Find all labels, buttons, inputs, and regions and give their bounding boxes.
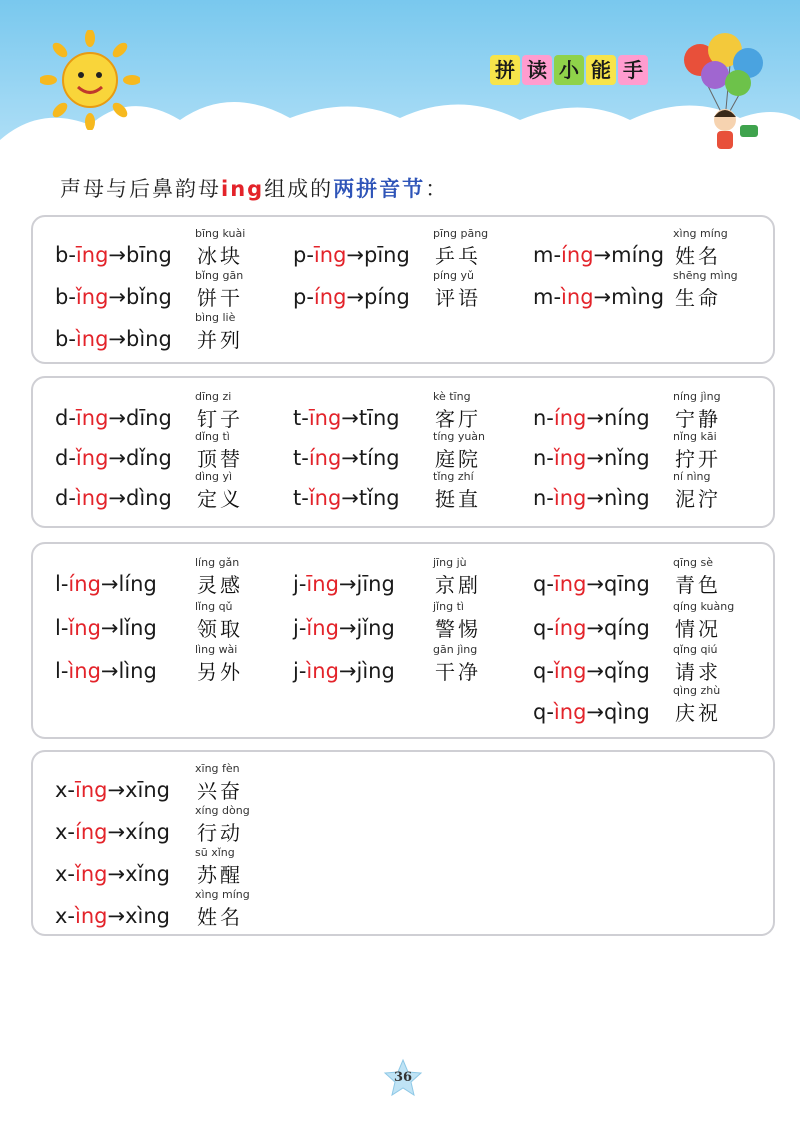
word-hanzi: 挺直 (435, 487, 481, 511)
word-hanzi: 并列 (197, 328, 243, 352)
syllable-item (55, 430, 285, 472)
spelling-formula (293, 616, 395, 640)
final-ing: ǐng (308, 486, 342, 510)
spelling-formula (55, 446, 172, 470)
word-pinyin: dǐng tì (195, 430, 230, 443)
spelling-formula (55, 862, 170, 886)
initial: p- (293, 243, 314, 267)
word-hanzi: 苏醒 (197, 863, 243, 887)
initial: q- (533, 700, 554, 724)
sun-icon (40, 30, 140, 130)
word-pinyin: bìng liè (195, 311, 236, 324)
final-ing: ǐng (75, 285, 109, 309)
word-pinyin: níng jìng (673, 390, 721, 403)
result-syllable: →bìng (108, 327, 172, 351)
word-hanzi: 兴奋 (197, 779, 243, 803)
word-pinyin: líng gǎn (195, 556, 240, 569)
subtitle-highlight: 两拼音节 (333, 177, 426, 201)
result-syllable: →nìng (586, 486, 650, 510)
final-ing: ìng (553, 700, 587, 724)
spelling-formula (293, 572, 395, 596)
word-pinyin: xìng míng (195, 888, 250, 901)
syllable-group-box (31, 215, 775, 364)
initial: j- (293, 659, 307, 683)
syllable-item (533, 684, 763, 726)
final-ing: íng (308, 446, 342, 470)
syllable-item (293, 643, 523, 685)
syllable-item (293, 556, 523, 598)
final-ing: ìng (553, 486, 587, 510)
spelling-formula (55, 659, 157, 683)
final-ing: ǐng (553, 659, 587, 683)
spelling-formula (55, 778, 170, 802)
syllable-group-box (31, 542, 775, 739)
word-hanzi: 干净 (435, 660, 481, 684)
final-ing: íng (68, 572, 101, 596)
word-hanzi: 姓名 (197, 905, 243, 929)
word-hanzi: 情况 (675, 617, 721, 641)
word-pinyin: lǐng qǔ (195, 600, 233, 613)
spelling-formula (293, 659, 395, 683)
syllable-item (55, 888, 285, 930)
word-hanzi: 行动 (197, 821, 243, 845)
spelling-formula (293, 285, 410, 309)
final-ing: īng (75, 778, 108, 802)
word-pinyin: ní nìng (673, 470, 711, 483)
result-syllable: →bīng (108, 243, 172, 267)
spelling-formula (293, 486, 400, 510)
syllable-item (55, 762, 285, 804)
word-pinyin: xíng dòng (195, 804, 250, 817)
spelling-formula (533, 285, 664, 309)
result-syllable: →lìng (100, 659, 157, 683)
word-hanzi: 生命 (675, 286, 721, 310)
initial: q- (533, 659, 554, 683)
final-ing: īng (553, 572, 587, 596)
syllable-item (55, 556, 285, 598)
word-hanzi: 另外 (197, 660, 243, 684)
syllable-group-box (31, 376, 775, 528)
initial: q- (533, 616, 554, 640)
result-syllable: →xíng (107, 820, 170, 844)
syllable-item (55, 804, 285, 846)
syllable-item (293, 430, 523, 472)
result-syllable: →mìng (593, 285, 665, 309)
result-syllable: →míng (593, 243, 665, 267)
initial: p- (293, 285, 314, 309)
title-char: 手 (618, 55, 648, 85)
word-hanzi: 灵感 (197, 573, 243, 597)
initial: x- (55, 778, 76, 802)
subtitle-text: 声母与后鼻韵母 (60, 177, 221, 201)
word-pinyin: tǐng zhí (433, 470, 474, 483)
word-hanzi: 客厅 (435, 407, 481, 431)
initial: q- (533, 572, 554, 596)
spelling-formula (55, 904, 170, 928)
final-ing: īng (75, 406, 109, 430)
syllable-item (55, 600, 285, 642)
word-pinyin: jǐng tì (433, 600, 464, 613)
syllable-item (533, 600, 763, 642)
final-ing: ìng (75, 486, 109, 510)
word-pinyin: qíng kuàng (673, 600, 735, 613)
final-ing: ìng (75, 904, 108, 928)
syllable-item (293, 269, 523, 311)
result-syllable: →níng (586, 406, 650, 430)
word-hanzi: 请求 (675, 660, 721, 684)
final-ing: ǐng (306, 616, 339, 640)
spelling-formula (533, 572, 650, 596)
spelling-formula (533, 486, 650, 510)
initial: l- (55, 659, 69, 683)
result-syllable: →jīng (338, 572, 395, 596)
final-ing: ǐng (553, 446, 587, 470)
final-ing: ǐng (68, 616, 101, 640)
subtitle-text: 组成的 (264, 177, 334, 201)
result-syllable: →tǐng (341, 486, 400, 510)
final-ing: īng (308, 406, 342, 430)
initial: b- (55, 327, 76, 351)
result-syllable: →qíng (586, 616, 650, 640)
syllable-item (55, 390, 285, 432)
initial: b- (55, 285, 76, 309)
section-subtitle (60, 173, 448, 203)
initial: m- (533, 285, 562, 309)
word-hanzi: 饼干 (197, 286, 243, 310)
word-hanzi: 姓名 (675, 244, 721, 268)
word-pinyin: qīng sè (673, 556, 713, 569)
initial: n- (533, 406, 554, 430)
initial: x- (55, 862, 76, 886)
word-hanzi: 顶替 (197, 447, 243, 471)
spelling-formula (55, 616, 157, 640)
word-hanzi: 领取 (197, 617, 243, 641)
initial: d- (55, 406, 76, 430)
result-syllable: →qīng (586, 572, 650, 596)
word-pinyin: qìng zhù (673, 684, 721, 697)
spelling-formula (55, 406, 172, 430)
result-syllable: →jìng (338, 659, 395, 683)
spelling-formula (55, 327, 172, 351)
subtitle-colon: ： (425, 177, 449, 201)
word-pinyin: bǐng gān (195, 269, 244, 282)
result-syllable: →xìng (107, 904, 170, 928)
spelling-formula (293, 406, 400, 430)
syllable-item (533, 643, 763, 685)
word-hanzi: 京剧 (435, 573, 481, 597)
result-syllable: →xǐng (107, 862, 170, 886)
syllable-item (55, 269, 285, 311)
initial: j- (293, 572, 307, 596)
final-ing: ìng (306, 659, 339, 683)
initial: b- (55, 243, 76, 267)
initial: l- (55, 616, 69, 640)
result-syllable: →líng (100, 572, 157, 596)
word-pinyin: kè tīng (433, 390, 471, 403)
word-hanzi: 评语 (435, 286, 481, 310)
word-pinyin: gān jìng (433, 643, 478, 656)
word-pinyin: tíng yuàn (433, 430, 486, 443)
title-char: 小 (554, 55, 584, 85)
header-banner (0, 0, 800, 175)
word-pinyin: sū xǐng (195, 846, 235, 859)
spelling-formula (533, 659, 650, 683)
final-ing: ǐng (75, 862, 108, 886)
syllable-item (533, 269, 763, 311)
final-ing: íng (553, 406, 587, 430)
title-char: 拼 (490, 55, 520, 85)
result-syllable: →qǐng (586, 659, 650, 683)
syllable-item (55, 643, 285, 685)
final-ing: īng (306, 572, 339, 596)
final-ing: ìng (561, 285, 594, 309)
word-hanzi: 宁静 (675, 407, 721, 431)
syllable-item (533, 430, 763, 472)
subtitle-final: ing (221, 177, 265, 201)
result-syllable: →dīng (108, 406, 172, 430)
initial: t- (293, 446, 309, 470)
initial: t- (293, 406, 309, 430)
word-pinyin: nǐng kāi (673, 430, 717, 443)
word-pinyin: dīng zi (195, 390, 232, 403)
syllable-group-box (31, 750, 775, 936)
result-syllable: →tíng (341, 446, 400, 470)
spelling-formula (533, 616, 650, 640)
word-hanzi: 定义 (197, 487, 243, 511)
syllable-item (55, 227, 285, 269)
page-number-text: 36 (393, 1070, 413, 1085)
final-ing: īng (75, 243, 109, 267)
word-hanzi: 钉子 (197, 407, 243, 431)
page-number (383, 1058, 423, 1098)
result-syllable: →lǐng (100, 616, 157, 640)
word-pinyin: lìng wài (195, 643, 238, 656)
syllable-item (533, 227, 763, 269)
result-syllable: →dìng (108, 486, 172, 510)
spelling-formula (293, 243, 410, 267)
word-pinyin: bīng kuài (195, 227, 246, 240)
result-syllable: →tīng (341, 406, 400, 430)
syllable-item (55, 470, 285, 512)
initial: n- (533, 486, 554, 510)
syllable-item (293, 470, 523, 512)
initial: x- (55, 904, 76, 928)
spelling-formula (533, 243, 664, 267)
final-ing: ǐng (75, 446, 109, 470)
final-ing: ìng (68, 659, 101, 683)
word-pinyin: dìng yì (195, 470, 233, 483)
result-syllable: →xīng (107, 778, 170, 802)
word-pinyin: qǐng qiú (673, 643, 718, 656)
word-hanzi: 拧开 (675, 447, 721, 471)
word-hanzi: 泥泞 (675, 487, 721, 511)
spelling-formula (533, 406, 650, 430)
syllable-item (293, 390, 523, 432)
word-hanzi: 庭院 (435, 447, 481, 471)
initial: d- (55, 486, 76, 510)
title-banner (490, 52, 648, 88)
title-char: 能 (586, 55, 616, 85)
final-ing: ìng (75, 327, 109, 351)
initial: j- (293, 616, 307, 640)
final-ing: íng (553, 616, 587, 640)
initial: m- (533, 243, 562, 267)
initial: d- (55, 446, 76, 470)
word-pinyin: shēng mìng (673, 269, 738, 282)
result-syllable: →dǐng (108, 446, 172, 470)
spelling-formula (55, 820, 170, 844)
initial: l- (55, 572, 69, 596)
word-hanzi: 庆祝 (675, 701, 721, 725)
final-ing: íng (561, 243, 594, 267)
word-hanzi: 乒乓 (435, 244, 481, 268)
result-syllable: →jǐng (338, 616, 395, 640)
spelling-formula (533, 700, 650, 724)
word-hanzi: 青色 (675, 573, 721, 597)
spelling-formula (55, 572, 157, 596)
syllable-item (55, 311, 285, 353)
result-syllable: →bǐng (108, 285, 172, 309)
syllable-item (533, 556, 763, 598)
balloon-girl-icon (670, 25, 780, 155)
word-hanzi: 冰块 (197, 244, 243, 268)
final-ing: īng (313, 243, 347, 267)
result-syllable: →nǐng (586, 446, 650, 470)
final-ing: íng (313, 285, 347, 309)
word-pinyin: jīng jù (433, 556, 467, 569)
word-pinyin: xìng míng (673, 227, 728, 240)
spelling-formula (55, 486, 172, 510)
result-syllable: →píng (346, 285, 410, 309)
initial: x- (55, 820, 76, 844)
syllable-item (55, 846, 285, 888)
word-pinyin: pīng pāng (433, 227, 489, 240)
final-ing: íng (75, 820, 108, 844)
result-syllable: →qìng (586, 700, 650, 724)
title-char: 读 (522, 55, 552, 85)
initial: n- (533, 446, 554, 470)
spelling-formula (293, 446, 400, 470)
spelling-formula (55, 243, 172, 267)
syllable-item (293, 227, 523, 269)
initial: t- (293, 486, 309, 510)
syllable-item (293, 600, 523, 642)
result-syllable: →pīng (346, 243, 410, 267)
word-hanzi: 警惕 (435, 617, 481, 641)
word-pinyin: xīng fèn (195, 762, 240, 775)
spelling-formula (55, 285, 172, 309)
spelling-formula (533, 446, 650, 470)
syllable-item (533, 470, 763, 512)
word-pinyin: píng yǔ (433, 269, 474, 282)
syllable-item (533, 390, 763, 432)
